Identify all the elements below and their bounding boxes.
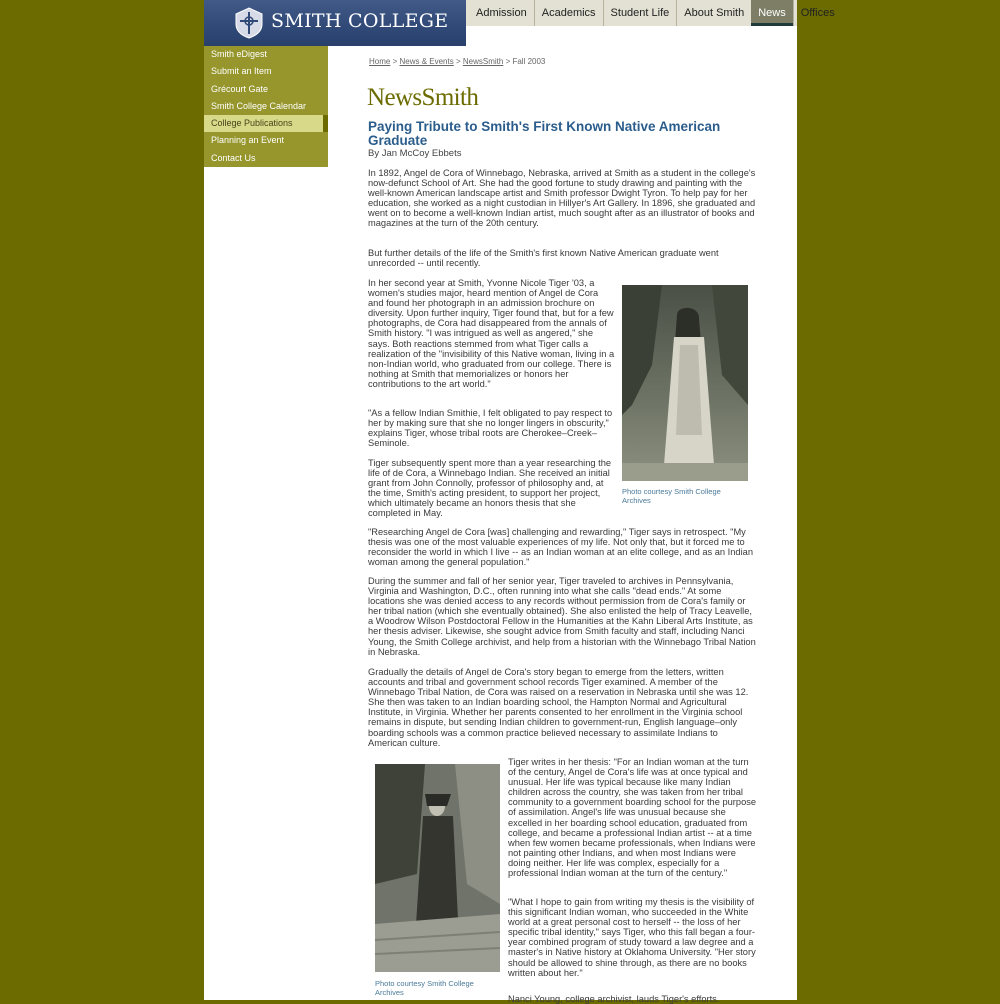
archival-photo-image <box>622 285 748 481</box>
smith-college-logo[interactable] <box>204 0 466 46</box>
sidebar-item-submit-an-item[interactable]: Submit an Item <box>211 66 272 77</box>
nav-academics[interactable]: Academics <box>534 0 603 26</box>
sidebar-item-college-publications[interactable]: College Publications <box>204 115 328 132</box>
article-paragraph: "What I hope to gain from writing my thesis is the visibility of this significant Indian woman, who succeeded in the White world at a great personal cost to herself -- the loss of her specific tribal identity," says Tiger, who this fall began a four-year combined program of study toward a law degree and a master's in Native history at Oklahoma University. "Her story should be allowed to shine through, as there are no books written about her." <box>508 897 756 978</box>
logo-text: SMITH COLLEGE <box>271 10 449 32</box>
breadcrumb-separator: > <box>392 57 398 66</box>
nav-student-life[interactable]: Student Life <box>603 0 677 26</box>
breadcrumb-newssmith-link[interactable]: NewsSmith <box>462 57 504 66</box>
archival-photo-image <box>375 764 500 972</box>
article-paragraph: "Researching Angel de Cora [was] challenging and rewarding," Tiger says in retrospect. "My thesis was one of the most valuable experiences of my life. Not only that, but it forced me to reconsider the world in which I live -- as an Indian woman at an elite college, and as an Indian woman among the general population." <box>368 527 754 568</box>
article-title: Paying Tribute to Smith's First Known Native American Graduate <box>368 119 721 148</box>
newssmith-masthead: NewsSmith <box>367 84 479 111</box>
photo-caption: Photo courtesy Smith College Archives <box>375 979 474 997</box>
top-navigation <box>466 0 835 26</box>
article-paragraph: But further details of the life of the Smith's first known Native American graduate went unrecorded -- until recently. <box>368 248 719 269</box>
crest-icon <box>234 7 264 39</box>
breadcrumb-current: Fall 2003 <box>512 57 546 66</box>
page <box>204 0 835 1004</box>
article-paragraph: "As a fellow Indian Smithie, I felt obligated to pay respect to her by making sure that she no longer lingers in obscurity," explains Tiger, whose tribal roots are Cherokee–Creek–Seminole. <box>368 408 613 449</box>
article-paragraph: In her second year at Smith, Yvonne Nicole Tiger '03, a women's studies major, heard mention of Angel de Cora and found her photograph in an admission brochure on diversity. Upon further inquiry, Tiger found that, but for a few photographs, de Cora had disappeared from the annals of Smith history. "I was intrigued as well as angered," she says. Both reactions stemmed from what Tiger calls a realization of the "invisibility of this Native woman, living in a non-Indian world, who graduated from our college. There is nothing at Smith that memorializes or honors her contributions to the art world." <box>368 278 615 389</box>
sidebar-item-smith-college-calendar[interactable]: Smith College Calendar <box>211 100 307 111</box>
sidebar-item-planning-an-event[interactable]: Planning an Event <box>211 135 285 146</box>
angel-de-cora-photo <box>622 285 748 481</box>
nav-about-smith[interactable]: About Smith <box>676 0 751 26</box>
article-paragraph: Nanci Young, college archivist, lauds Tiger's efforts. <box>508 994 720 1004</box>
sidebar-navigation <box>204 46 328 167</box>
photo-caption: Photo courtesy Smith College Archives <box>622 487 721 505</box>
angel-de-cora-steps-photo <box>375 764 500 972</box>
sidebar-item-contact-us[interactable]: Contact Us <box>211 152 256 163</box>
article-paragraph: In 1892, Angel de Cora of Winnebago, Nebraska, arrived at Smith as a student in the college's now-defunct School of Art. She had the good fortune to study drawing and painting with the well-known American landscape artist and Smith professor Dwight Tyron. To help pay for her education, she worked as a night custodian in Hillyer's Art Gallery. In 1896, she graduated and went on to become a well-known Indian artist, much sought after as an illustrator of books and magazines at the turn of the 20th century. <box>368 168 756 229</box>
sidebar-item-grecourt-gate[interactable]: Grécourt Gate <box>211 83 269 94</box>
breadcrumb-home-link[interactable]: Home <box>369 57 391 66</box>
article-paragraph: Tiger writes in her thesis: "For an Indian woman at the turn of the century, Angel de Cora's life was at once typical and unusual. Her life was typical because like many Indian children across the country, she was taken from her tribal community to a government boarding school for the purpose of assimilation. Angel's life was unusual because she excelled in her boarding school education, graduated from college, and became a professional Indian artist -- at a time when few women became professionals, when Indians were not painting other Indians, and when most Indians were doing neither. Her life was complex, especially for a professional Indian woman at the turn of the century." <box>508 757 757 879</box>
nav-news[interactable]: News <box>751 0 793 26</box>
article-paragraph: During the summer and fall of her senior year, Tiger traveled to archives in Pennsylvania, Virginia and Washington, D.C., often running into what she calls "dead ends." At some locations she was denied access to any records without permission from de Cora's family or her tribal nation (which she eventually obtained). She also enlisted the help of Tracy Leavelle, a Woodrow Wilson Postdoctoral Fellow in the Humanities at the Kahn Liberal Arts Institute, as her thesis adviser. Likewise, she sought advice from Smith faculty and staff, including Nanci Young, the Smith College archivist, and help from a historian with the Winnebago Tribal Nation in Nebraska. <box>368 576 756 657</box>
article-byline: By Jan McCoy Ebbets <box>368 148 462 159</box>
nav-admission[interactable]: Admission <box>476 7 527 19</box>
sidebar-item-smith-edigest[interactable]: Smith eDigest <box>211 49 268 59</box>
breadcrumb-news-events-link[interactable]: News & Events <box>399 57 454 66</box>
article-paragraph: Gradually the details of Angel de Cora's story began to emerge from the letters, written accounts and tribal and government school records Tiger examined. A member of the Winnebago Tribal Nation, de Cora was raised on a reservation in Nebraska until she was 12. She then was taken to an Indian boarding school, the Hampton Normal and Agricultural Institute, in Virginia. Whether her parents consented to her enrollment in the Virginia school remains in dispute, but sending Indian children to government-run, English language–only boarding schools was a common practice believed necessary to assimilate Indians to American culture. <box>368 667 749 748</box>
article-paragraph: Tiger subsequently spent more than a year researching the life of de Cora, a Winnebago Indian. She received an initial grant from John Connolly, professor of philosophy and, at the time, Smith's acting president, to support her project, which ultimately became an honors thesis that she completed in May. <box>368 458 612 519</box>
breadcrumb-separator: > <box>455 57 461 66</box>
nav-offices[interactable]: Offices <box>793 0 842 26</box>
breadcrumb <box>369 57 545 66</box>
breadcrumb-separator: > <box>505 57 511 66</box>
